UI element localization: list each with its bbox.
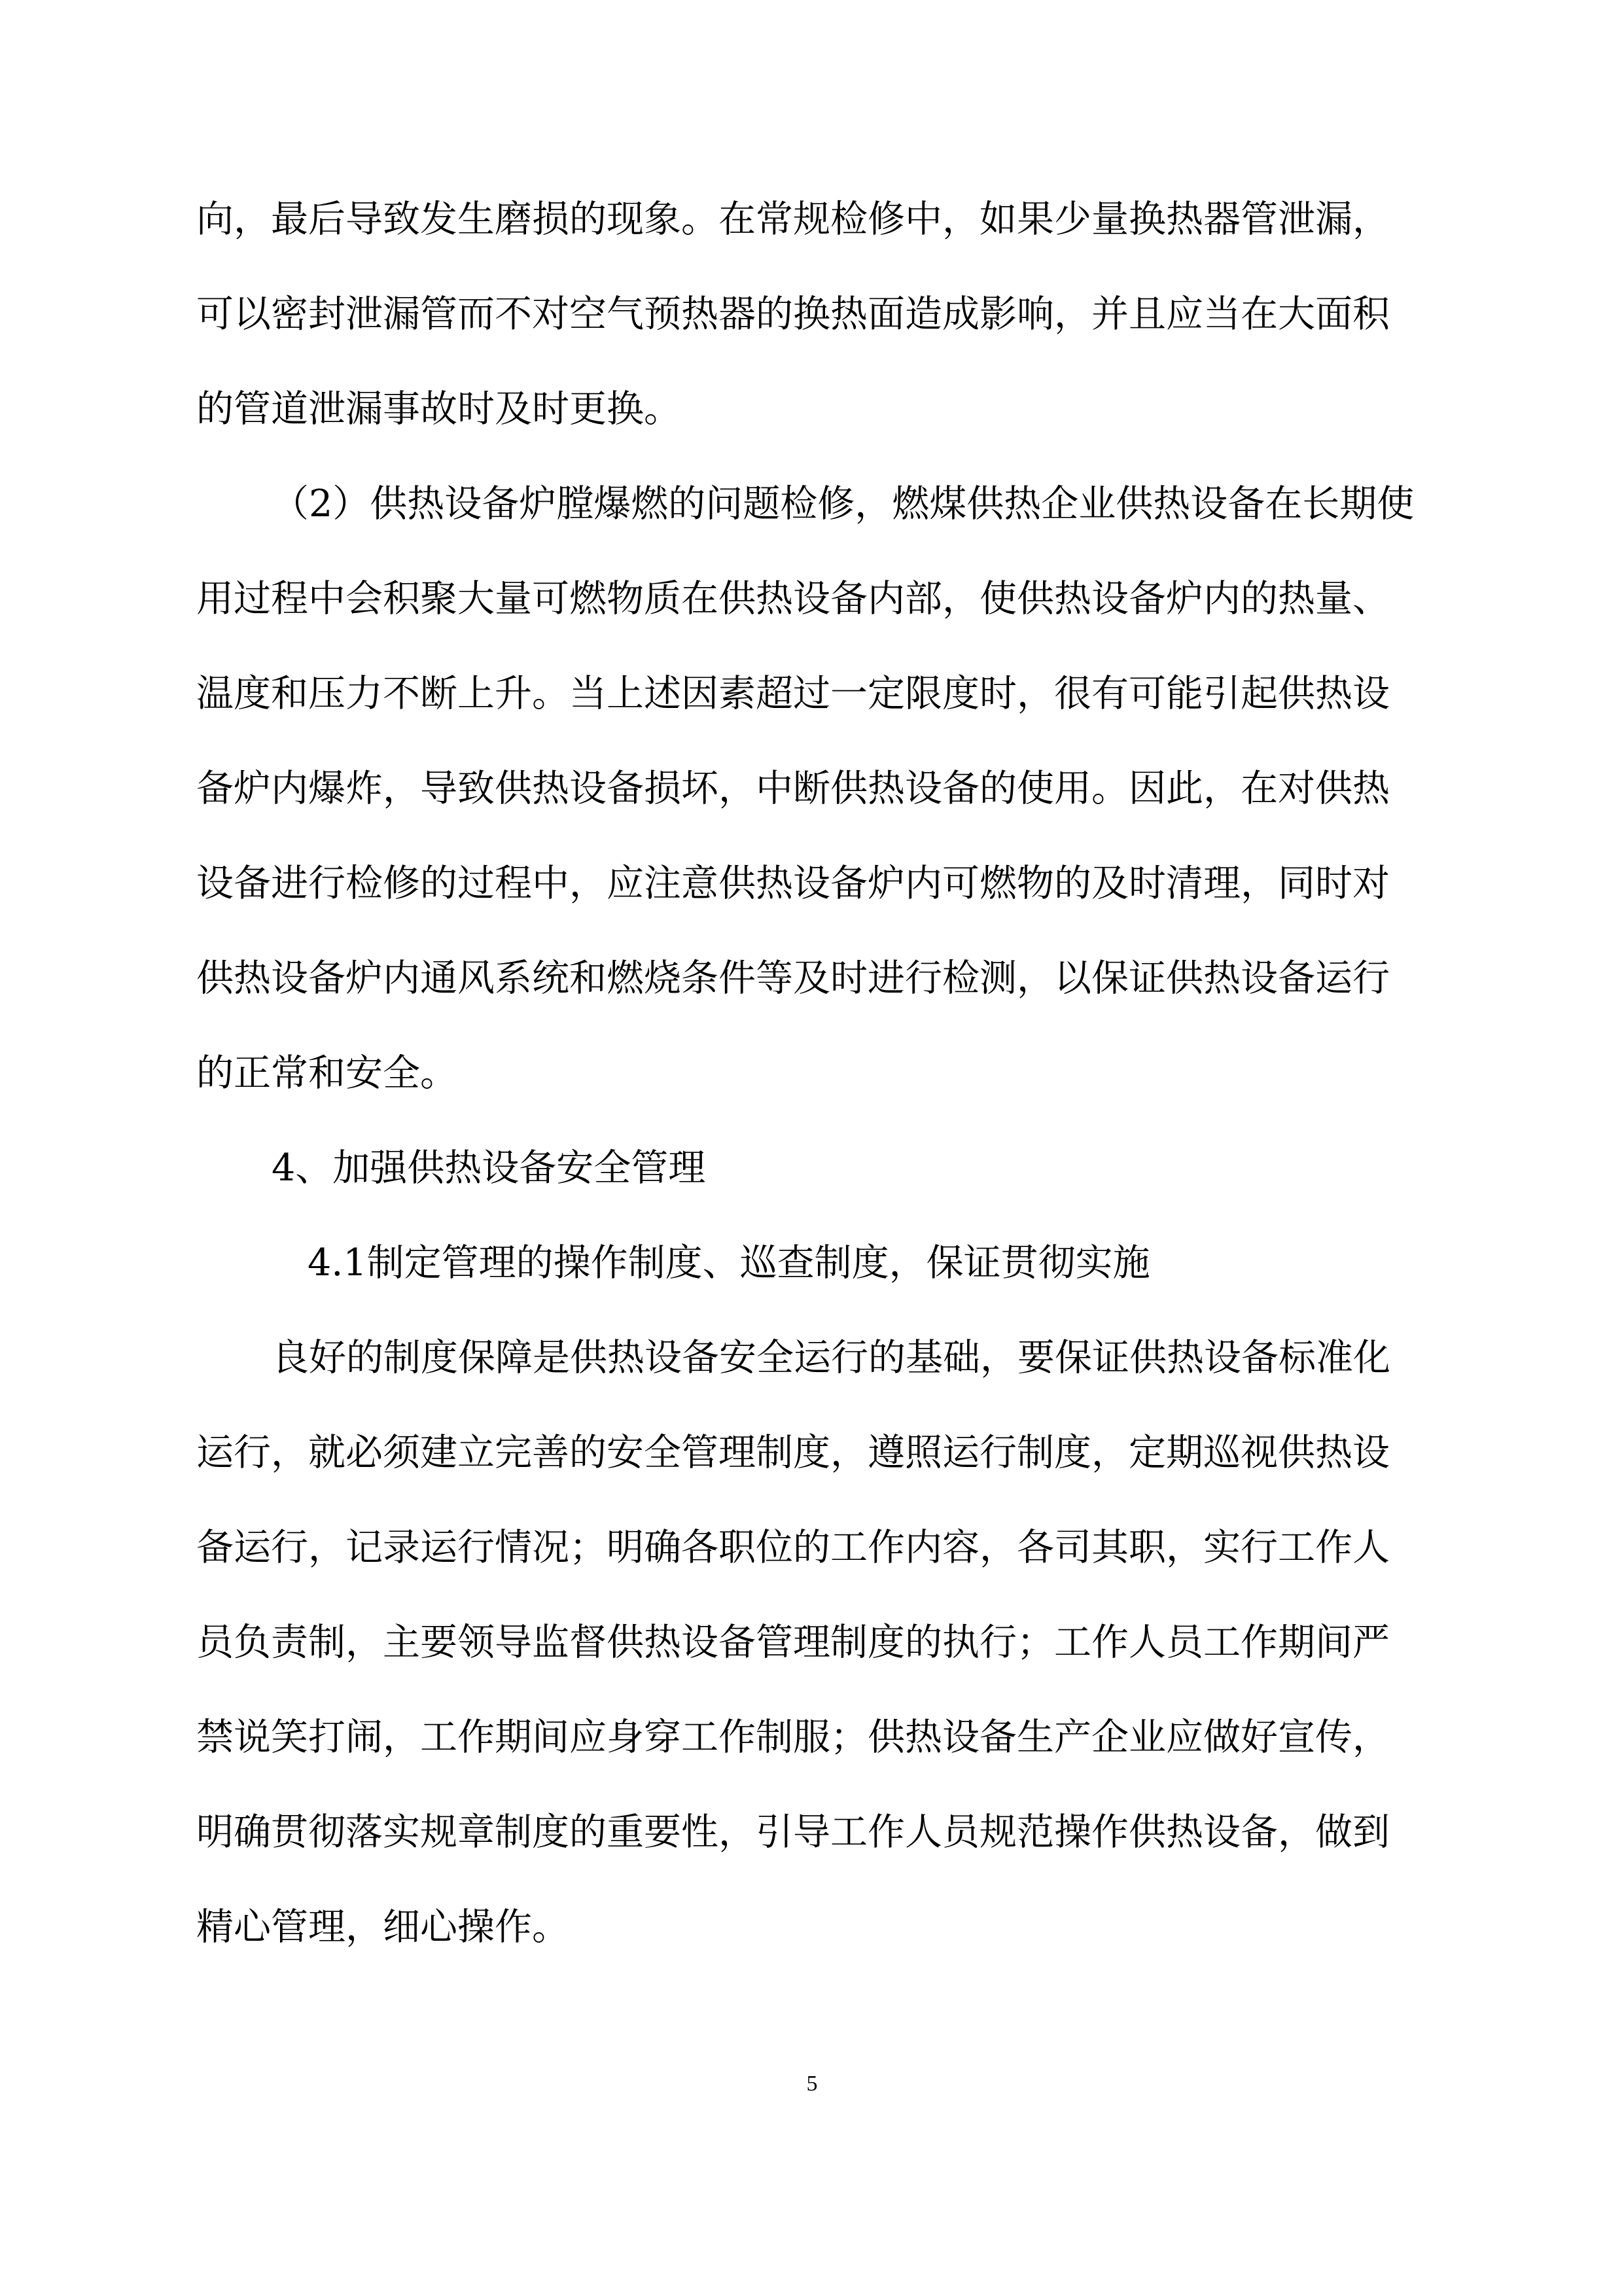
paragraph-3-line-6: 明确贯彻落实规章制度的重要性，引导工作人员规范操作供热设备，做到: [196, 1810, 1390, 1854]
paragraph-3-line-2: 运行，就必须建立完善的安全管理制度，遵照运行制度，定期巡视供热设: [196, 1431, 1390, 1474]
paragraph-2-line-3: 温度和压力不断上升。当上述因素超过一定限度时，很有可能引起供热设: [196, 672, 1390, 715]
paragraph-3-line-4: 员负责制，主要领导监督供热设备管理制度的执行；工作人员工作期间严: [196, 1621, 1390, 1664]
paragraph-2-line-7: 的正常和安全。: [196, 1051, 457, 1095]
paragraph-1-line-2: 可以密封泄漏管而不对空气预热器的换热面造成影响，并且应当在大面积: [196, 292, 1390, 336]
paragraph-2-line-2: 用过程中会积聚大量可燃物质在供热设备内部，使供热设备炉内的热量、: [196, 577, 1390, 620]
paragraph-2-line-5: 设备进行检修的过程中，应注意供热设备炉内可燃物的及时清理，同时对: [196, 862, 1390, 905]
paragraph-1-line-3: 的管道泄漏事故时及时更换。: [196, 387, 681, 431]
paragraph-2-line-6: 供热设备炉内通风系统和燃烧条件等及时进行检测，以保证供热设备运行: [196, 957, 1390, 1000]
paragraph-2-line-4: 备炉内爆炸，导致供热设备损坏，中断供热设备的使用。因此，在对供热: [196, 767, 1390, 810]
paragraph-3-line-5: 禁说笑打闹，工作期间应身穿工作制服；供热设备生产企业应做好宣传，: [196, 1716, 1390, 1759]
paragraph-2-line-1: （2）供热设备炉膛爆燃的问题检修，燃煤供热企业供热设备在长期使: [272, 482, 1415, 525]
paragraph-1-line-1: 向，最后导致发生磨损的现象。在常规检修中，如果少量换热器管泄漏，: [196, 198, 1390, 241]
paragraph-3-line-7: 精心管理，细心操作。: [196, 1905, 569, 1949]
paragraph-3-line-1: 良好的制度保障是供热设备安全运行的基础，要保证供热设备标准化: [272, 1336, 1390, 1379]
section-heading: 4、加强供热设备安全管理: [272, 1146, 706, 1190]
page-number: 5: [806, 2072, 818, 2096]
paragraph-3-line-3: 备运行，记录运行情况；明确各职位的工作内容，各司其职，实行工作人: [196, 1526, 1390, 1569]
subsection-heading: 4.1制定管理的操作制度、巡查制度，保证贯彻实施: [308, 1241, 1150, 1284]
